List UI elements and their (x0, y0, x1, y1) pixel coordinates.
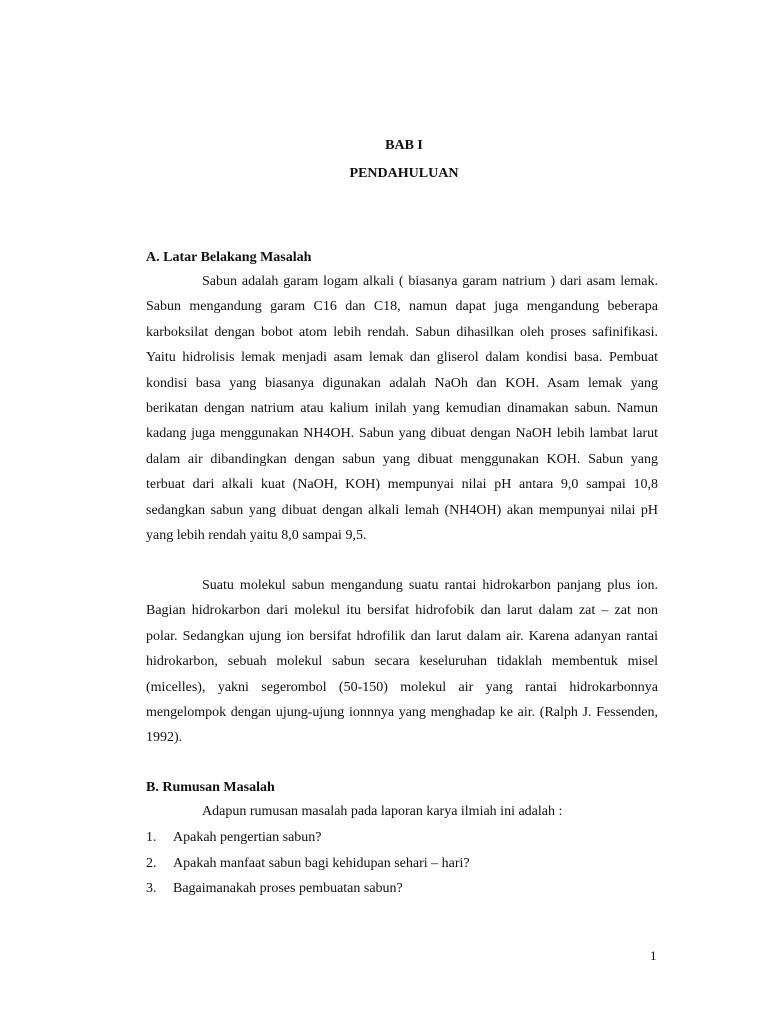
list-item-text: Bagaimanakah proses pembuatan sabun? (173, 881, 403, 896)
section-a-paragraph-1: Sabun adalah garam logam alkali ( biasanya garam natrium ) dari asam lemak. Sabun mengandung garam C16 dan C18, namun dapat juga mengandung beberapa karboksilat dengan bobot atom lebih rendah. Sabun dihasilkan oleh proses safinifikasi. Yaitu hidrolisis lemak menjadi asam lemak dan gliserol dalam kondisi basa. Pembuat kondisi basa yang biasanya digunakan adalah NaOh dan KOH. Asam lemak yang berikatan dengan natrium atau kalium inilah yang kemudian dinamakan sabun. Namun kadang juga menggunakan NH4OH. Sabun yang dibuat dengan NaOH lebih lambat larut dalam air dibandingkan dengan sabun yang dibuat menggunakan KOH. Sabun yang terbuat dari alkali kuat (NaOH, KOH) mempunyai nilai pH antara 9,0 sampai 10,8 sedangkan sabun yang dibuat dengan alkali lemah (NH4OH) akan mempunyai nilai pH yang lebih rendah yaitu 8,0 sampai 9,5. (146, 274, 658, 544)
list-item-text: Apakah manfaat sabun bagi kehidupan sehari – hari? (173, 856, 470, 871)
section-b-heading: B. Rumusan Masalah (146, 780, 275, 795)
section-a-paragraph-2: Suatu molekul sabun mengandung suatu rantai hidrokarbon panjang plus ion. Bagian hidrokarbon dari molekul itu bersifat hidrofobik dan larut dalam zat – zat non polar. Sedangkan ujung ion bersifat hdrofilik dan larut dalam air. Karena adanyan rantai hidrokarbon, sebuah molekul sabun secara keseluruhan tidaklah membentuk misel (micelles), yakni segerombol (50-150) molekul air yang rantai hidrokarbonnya mengelompok dengan ujung-ujung ionnnya yang menghadap ke air. (Ralph J. Fessenden, 1992). (146, 578, 658, 746)
chapter-number: BAB I (385, 138, 423, 153)
list-item-number: 2. (146, 856, 157, 871)
section-a-heading: A. Latar Belakang Masalah (146, 250, 312, 265)
chapter-title: PENDAHULUAN (349, 166, 459, 181)
section-b-intro: Adapun rumusan masalah pada laporan karya ilmiah ini adalah : (202, 804, 563, 819)
list-item-number: 3. (146, 881, 157, 896)
page-number: 1 (650, 948, 657, 963)
list-item (146, 829, 322, 847)
list-item (146, 855, 470, 873)
list-item-number: 1. (146, 830, 157, 845)
list-item-text: Apakah pengertian sabun? (173, 830, 322, 845)
list-item (146, 880, 403, 898)
